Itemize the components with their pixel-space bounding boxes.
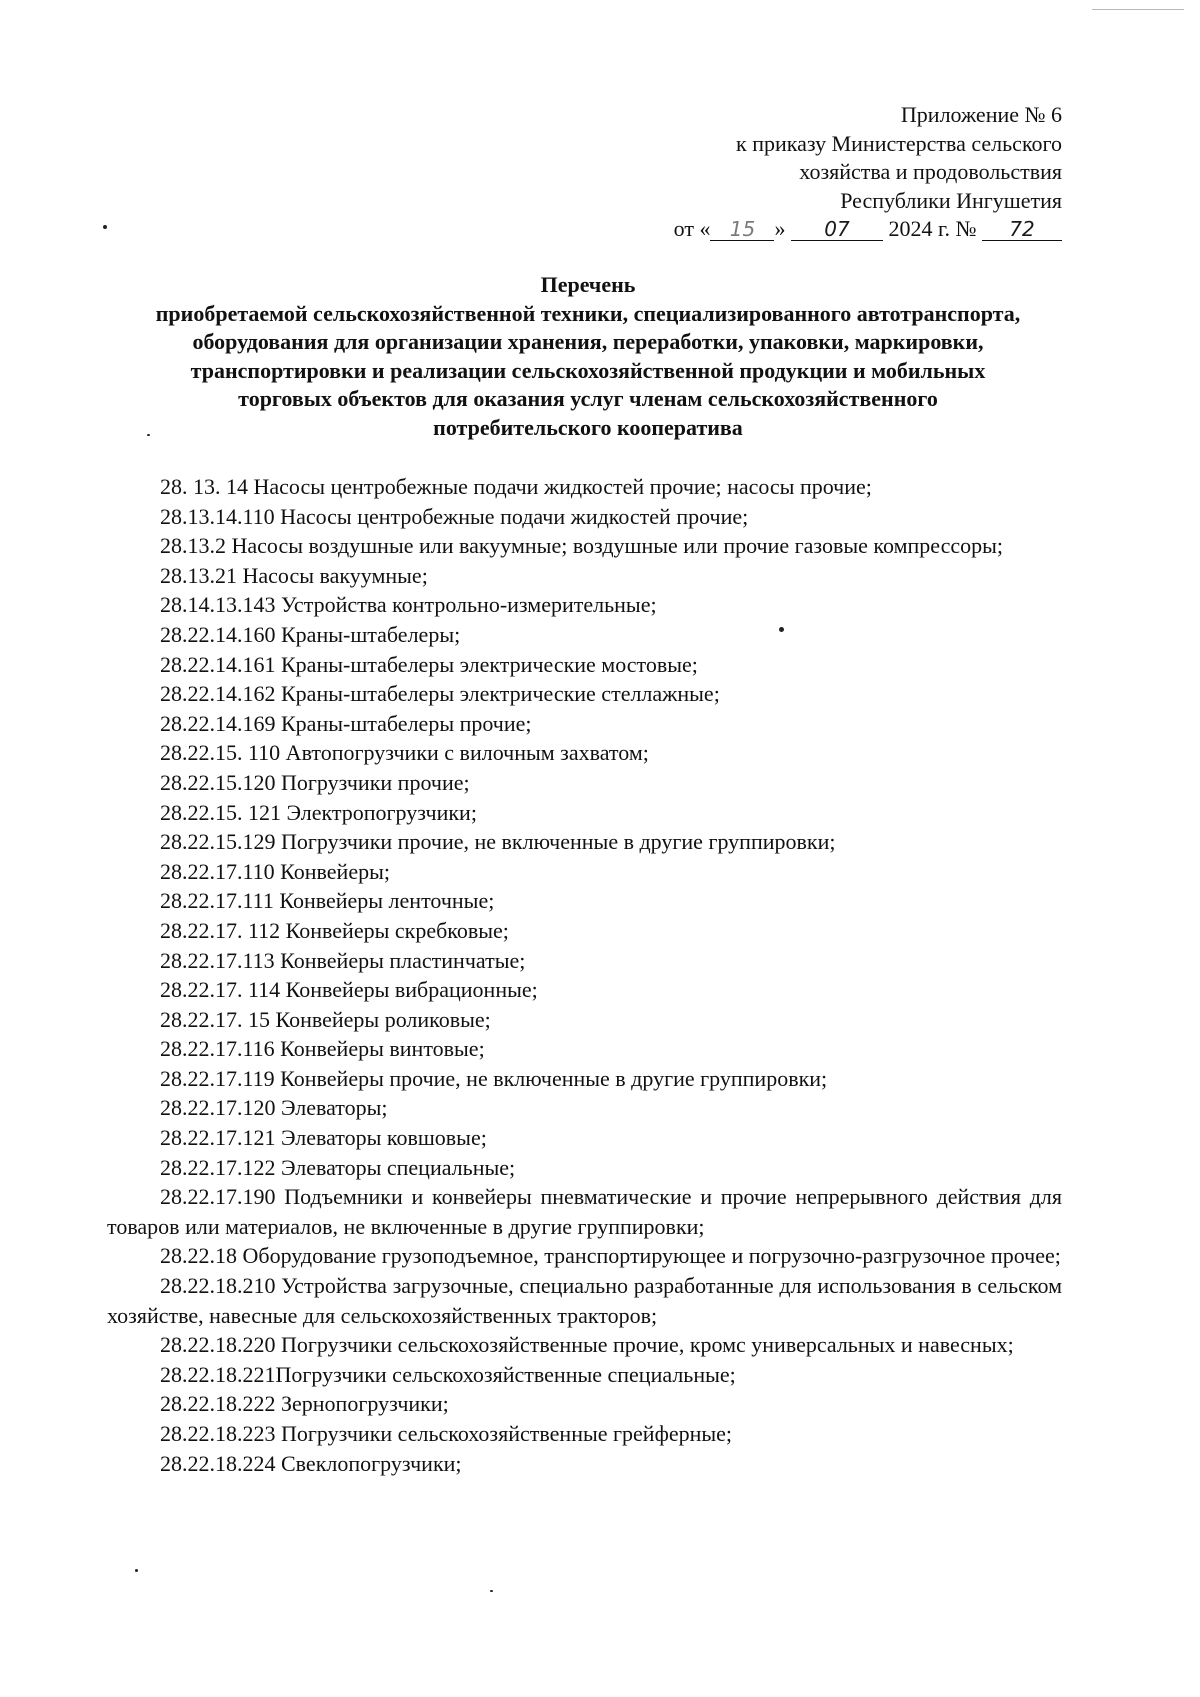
list-item: 28.22.14.160 Краны-штабелеры;: [160, 621, 461, 647]
list-item: 28.22.18.210 Устройства загрузочные, специально разработанные для использования в сельском хозяйстве, навесные для сельскохозяйственных тракторов;: [107, 1273, 1062, 1328]
list-item: 28.22.14.161 Краны-штабелеры электрические мостовые;: [160, 651, 698, 677]
order-number-handwritten: 72: [982, 218, 1062, 241]
list-item: 28.22.17.120 Элеваторы;: [160, 1095, 388, 1121]
list-item: 28.22.18.224 Свеклопогрузчики;: [160, 1450, 462, 1476]
scan-edge-line: [1092, 9, 1184, 10]
date-day-handwritten: 15: [710, 218, 774, 241]
list-item: 28.22.15. 121 Электропогрузчики;: [160, 799, 477, 825]
scan-speck: [779, 627, 784, 632]
scan-speck: [103, 225, 107, 229]
title-line-5: потребительского кооператива: [433, 414, 743, 440]
list-item: 28.22.18.222 Зернопогрузчики;: [160, 1391, 449, 1417]
list-item: 28.22.18.220 Погрузчики сельскохозяйственные прочие, кромс универсальных и навесных;: [160, 1332, 1014, 1358]
list-item: 28.22.18 Оборудование грузоподъемное, транспортирующее и погрузочно-разгрузочное прочее;: [160, 1243, 1061, 1269]
list-item: 28. 13. 14 Насосы центробежные подачи жидкостей прочие; насосы прочие;: [160, 474, 872, 499]
title-line-4: торговых объектов для оказания услуг членам сельскохозяйственного: [238, 386, 938, 411]
date-prefix: от «: [673, 216, 711, 241]
list-item: 28.13.21 Насосы вакуумные;: [160, 562, 428, 588]
title-line-1: приобретаемой сельскохозяйственной техники, специализированного автотранспорта,: [155, 300, 1021, 326]
appendix-line-2: к приказу Министерства сельского: [736, 130, 1062, 156]
list-item: 28.22.17.113 Конвейеры пластинчатые;: [160, 947, 526, 973]
list-item: 28.13.2 Насосы воздушные или вакуумные; воздушные или прочие газовые компрессоры;: [160, 533, 1004, 559]
scan-speck: [490, 1590, 493, 1592]
list-item: 28.22.17.116 Конвейеры винтовые;: [160, 1036, 485, 1062]
list-item: 28.22.14.162 Краны-штабелеры электрические стеллажные;: [160, 681, 720, 707]
list-item: 28.22.17.190 Подъемники и конвейеры пневматические и прочие непрерывного действия для товаров или материалов, не включенные в другие группировки;: [107, 1184, 1062, 1239]
order-date-line: [674, 215, 1062, 244]
title-line-3: транспортировки и реализации сельскохозяйственной продукции и мобильных: [190, 357, 986, 383]
list-item: 28.22.18.223 Погрузчики сельскохозяйственные грейферные;: [160, 1421, 733, 1446]
date-month-handwritten: 07: [791, 218, 883, 241]
list-item: 28.22.18.221Погрузчики сельскохозяйственные специальные;: [160, 1361, 736, 1387]
appendix-line-1: Приложение № 6: [900, 102, 1062, 127]
date-mid: »: [774, 216, 786, 241]
date-year: 2024 г. №: [888, 216, 977, 241]
list-item: 28.22.17. 15 Конвейеры роликовые;: [160, 1006, 491, 1032]
appendix-line-4: Республики Ингушетия: [840, 187, 1062, 213]
list-item: 28.22.17.111 Конвейеры ленточные;: [160, 888, 495, 914]
list-item: 28.22.17.122 Элеваторы специальные;: [160, 1154, 516, 1180]
scan-speck: [135, 1569, 138, 1572]
title-heading: Перечень: [540, 272, 636, 297]
list-item: 28.22.15.129 Погрузчики прочие, не включенные в другие группировки;: [160, 829, 836, 855]
list-item: 28.22.14.169 Краны-штабелеры прочие;: [160, 710, 532, 736]
list-item: 28.22.17.110 Конвейеры;: [160, 858, 390, 884]
document-title: [88, 271, 1088, 442]
list-item: 28.22.15.120 Погрузчики прочие;: [160, 769, 470, 795]
appendix-line-3: хозяйства и продовольствия: [799, 159, 1062, 184]
equipment-list: [107, 472, 1062, 1478]
list-item: 28.22.17.121 Элеваторы ковшовые;: [160, 1125, 487, 1151]
list-item: 28.22.17.119 Конвейеры прочие, не включенные в другие группировки;: [160, 1065, 828, 1091]
title-line-2: оборудования для организации хранения, переработки, упаковки, маркировки,: [192, 329, 984, 354]
scan-speck: [147, 434, 150, 436]
list-item: 28.14.13.143 Устройства контрольно-измерительные;: [160, 592, 657, 618]
appendix-header: [674, 101, 1062, 244]
list-item: 28.13.14.110 Насосы центробежные подачи жидкостей прочие;: [160, 503, 749, 529]
list-item: 28.22.17. 112 Конвейеры скребковые;: [160, 917, 509, 943]
list-item: 28.22.15. 110 Автопогрузчики с вилочным захватом;: [160, 740, 649, 766]
list-item: 28.22.17. 114 Конвейеры вибрационные;: [160, 977, 538, 1003]
